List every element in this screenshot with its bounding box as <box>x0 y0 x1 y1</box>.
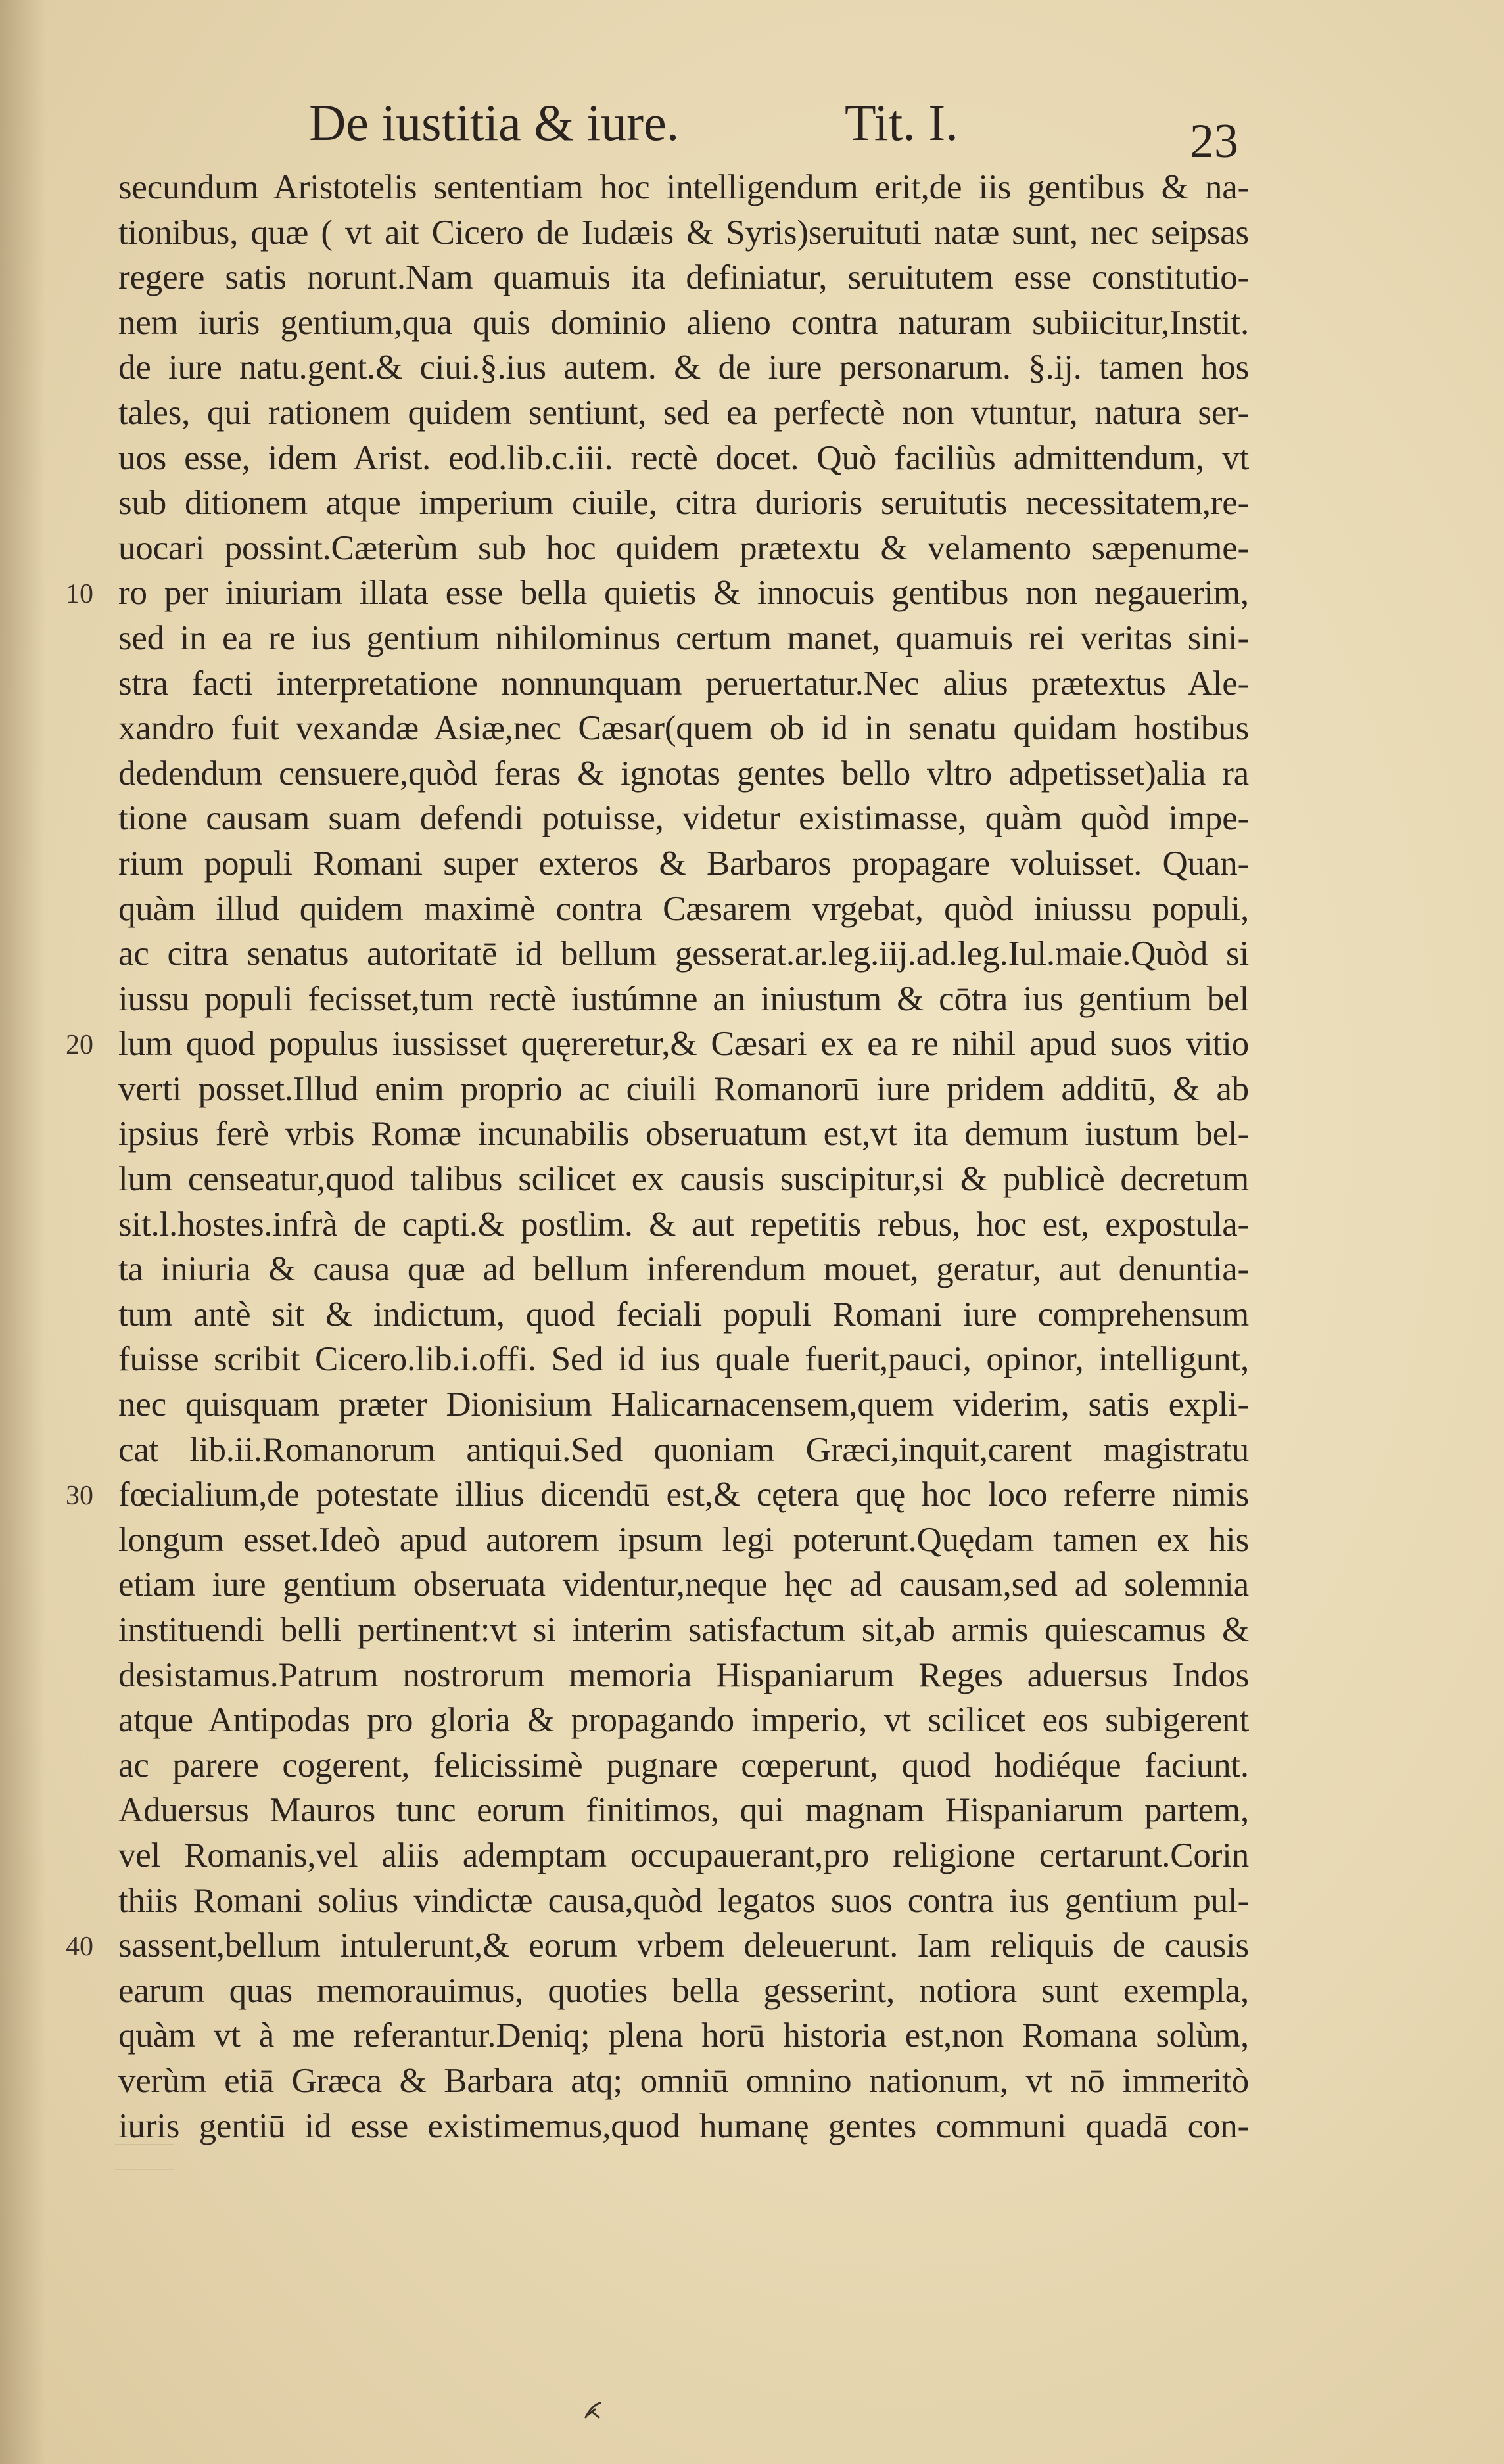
line-text: iuris gentiū id esse existimemus,quod humanę gentes communi quadā con- <box>118 2106 1249 2145</box>
line-text: regere satis norunt.Nam quamuis ita definiatur, seruitutem esse constitutio- <box>118 258 1249 297</box>
line-text: fuisse scribit Cicero.lib.i.offi. Sed id ius quale fuerit,pauci, opinor, intelligunt, <box>118 1340 1249 1379</box>
line-text: fœcialium,de potestate illius dicendū est,& cętera quę hoc loco referre nimis <box>118 1476 1249 1514</box>
line-number: 20 <box>66 1030 93 1061</box>
line-text: sassent,bellum intulerunt,& eorum vrbem deleuerunt. Iam reliquis de causis <box>118 1926 1249 1965</box>
signature-mark-icon <box>580 2398 607 2424</box>
line-text: desistamus.Patrum nostrorum memoria Hispaniarum Reges aduersus Indos <box>118 1656 1249 1694</box>
text-line <box>0 839 1504 885</box>
line-text: secundum Aristotelis sententiam hoc intelligendum erit,de iis gentibus & na- <box>118 168 1249 206</box>
line-text: tionibus, quæ ( vt ait Cicero de Iudæis & Syris)seruituti natæ sunt, nec seipsas <box>118 213 1249 252</box>
line-text: quàm illud quidem maximè contra Cæsarem vrgebat, quòd iniussu populi, <box>118 889 1249 928</box>
line-text: nem iuris gentium,qua quis dominio alieno contra naturam subiicitur,Instit. <box>118 303 1249 342</box>
faint-offset-mark <box>115 2144 174 2170</box>
text-line <box>0 434 1504 479</box>
running-head <box>309 87 1242 168</box>
text-line <box>0 1200 1504 1245</box>
line-text: lum censeatur,quod talibus scilicet ex causis suscipitur,si & publicè decretum <box>118 1160 1249 1199</box>
text-line <box>0 1155 1504 1200</box>
text-line <box>0 749 1504 795</box>
page-number: 23 <box>1190 114 1238 168</box>
text-line <box>0 975 1504 1020</box>
line-text: instituendi belli pertinent:vt si interim satisfactum sit,ab armis quiescamus & <box>118 1611 1249 1649</box>
line-text: vel Romanis,vel aliis ademptam occupauerant,pro religione certarunt.Corin <box>118 1836 1249 1874</box>
text-line <box>0 208 1504 254</box>
text-line <box>0 1560 1504 1606</box>
text-line <box>0 704 1504 749</box>
text-line <box>0 253 1504 298</box>
line-text: sub ditionem atque imperium ciuile, citra durioris seruitutis necessitatem,re- <box>118 484 1249 523</box>
line-text: longum esset.Ideò apud autorem ipsum legi poterunt.Quędam tamen ex his <box>118 1520 1249 1559</box>
line-text: earum quas memorauimus, quoties bella gesserint, notiora sunt exempla, <box>118 1971 1249 2010</box>
line-text: etiam iure gentium obseruata videntur,neque hęc ad causam,sed ad solemnia <box>118 1566 1249 1604</box>
line-text: tum antè sit & indictum, quod feciali populi Romani iure comprehensum <box>118 1295 1249 1334</box>
line-text: thiis Romani solius vindictæ causa,quòd legatos suos contra ius gentium pul- <box>118 1881 1249 1920</box>
line-text: tales, qui rationem quidem sentiunt, sed ea perfectè non vtuntur, natura ser- <box>118 393 1249 432</box>
line-text: verti posset.Illud enim proprio ac ciuili Romanorū iure pridem additū, & ab <box>118 1069 1249 1108</box>
text-line <box>0 1831 1504 1876</box>
text-line <box>0 298 1504 344</box>
line-number: 10 <box>66 579 93 610</box>
line-text: cat lib.ii.Romanorum antiqui.Sed quoniam Græci,inquit,carent magistratu <box>118 1430 1249 1469</box>
text-line <box>0 1426 1504 1471</box>
line-text: ac parere cogerent, felicissimè pugnare cœperunt, quod hodiéque faciunt. <box>118 1746 1249 1784</box>
text-line <box>0 1109 1504 1155</box>
running-head-title: De iustitia & iure. <box>309 94 680 151</box>
line-text: nec quisquam præter Dionisium Halicarnacensem,quem viderim, satis expli- <box>118 1385 1249 1424</box>
text-line <box>0 478 1504 524</box>
line-text: de iure natu.gent.& ciui.§.ius autem. & de iure personarum. §.ij. tamen hos <box>118 348 1249 387</box>
text-line <box>0 1876 1504 1922</box>
text-line <box>0 1335 1504 1380</box>
line-text: atque Antipodas pro gloria & propagando imperio, vt scilicet eos subigerent <box>118 1701 1249 1740</box>
line-number: 30 <box>66 1481 93 1512</box>
text-line <box>0 929 1504 975</box>
line-text: verùm etiā Græca & Barbara atq; omniū omnino nationum, vt nō immeritò <box>118 2061 1249 2100</box>
text-line <box>0 2011 1504 2057</box>
text-line <box>0 1651 1504 1696</box>
text-line <box>0 794 1504 839</box>
line-text: tione causam suam defendi potuisse, videtur existimasse, quàm quòd impe- <box>118 799 1249 838</box>
text-line <box>0 163 1504 208</box>
text-line <box>0 614 1504 659</box>
text-line <box>0 1380 1504 1426</box>
text-line <box>0 1516 1504 1561</box>
text-line <box>0 1696 1504 1741</box>
running-head-section: Tit. I. <box>845 94 958 151</box>
text-line <box>0 885 1504 930</box>
line-text: sed in ea re ius gentium nihilominus certum manet, quamuis rei veritas sini- <box>118 618 1249 657</box>
text-line <box>0 1019 1504 1065</box>
line-number: 40 <box>66 1932 93 1963</box>
line-text: uocari possint.Cæterùm sub hoc quidem prætextu & velamento sæpenume- <box>118 528 1249 567</box>
line-text: lum quod populus iussisset quęreretur,& Cæsari ex ea re nihil apud suos vitio <box>118 1025 1249 1063</box>
text-line <box>0 524 1504 569</box>
line-text: ta iniuria & causa quæ ad bellum inferendum mouet, geratur, aut denuntia- <box>118 1250 1249 1289</box>
line-text: ro per iniuriam illata esse bella quietis & innocuis gentibus non negauerim, <box>118 574 1249 613</box>
text-line <box>0 659 1504 705</box>
line-text: iussu populi fecisset,tum rectè iustúmne an iniustum & cōtra ius gentium bel <box>118 979 1249 1018</box>
text-line <box>0 388 1504 434</box>
text-line <box>0 569 1504 614</box>
text-line <box>0 1921 1504 1966</box>
text-block <box>0 163 1504 2147</box>
text-line <box>0 1290 1504 1336</box>
text-line <box>0 1786 1504 1831</box>
line-text: sit.l.hostes.infrà de capti.& postlim. & aut repetitis rebus, hoc est, expostula- <box>118 1205 1249 1244</box>
line-text: dedendum censuere,quòd feras & ignotas gentes bello vltro adpetisset)alia ra <box>118 754 1249 793</box>
text-line <box>0 1065 1504 1110</box>
text-line <box>0 1741 1504 1786</box>
text-line <box>0 1966 1504 2012</box>
line-text: xandro fuit vexandæ Asiæ,nec Cæsar(quem ob id in senatu quidam hostibus <box>118 709 1249 748</box>
line-text: rium populi Romani super exteros & Barbaros propagare voluisset. Quan- <box>118 844 1249 883</box>
text-line <box>0 343 1504 388</box>
text-line <box>0 1245 1504 1290</box>
line-text: stra facti interpretatione nonnunquam peruertatur.Nec alius prætextus Ale- <box>118 664 1249 703</box>
text-line <box>0 2057 1504 2102</box>
line-text: uos esse, idem Arist. eod.lib.c.iii. rectè docet. Quò faciliùs admittendum, vt <box>118 438 1249 477</box>
line-text: ac citra senatus autoritatē id bellum gesserat.ar.leg.iij.ad.leg.Iul.maie.Quòd si <box>118 935 1249 973</box>
text-line <box>0 1606 1504 1651</box>
line-text: ipsius ferè vrbis Romæ incunabilis obseruatum est,vt ita demum iustum bel- <box>118 1115 1249 1153</box>
line-text: quàm vt à me referantur.Deniq; plena horū historia est,non Romana solùm, <box>118 2016 1249 2055</box>
text-line <box>0 2102 1504 2147</box>
text-line <box>0 1470 1504 1516</box>
line-text: Aduersus Mauros tunc eorum finitimos, qui magnam Hispaniarum partem, <box>118 1791 1249 1830</box>
